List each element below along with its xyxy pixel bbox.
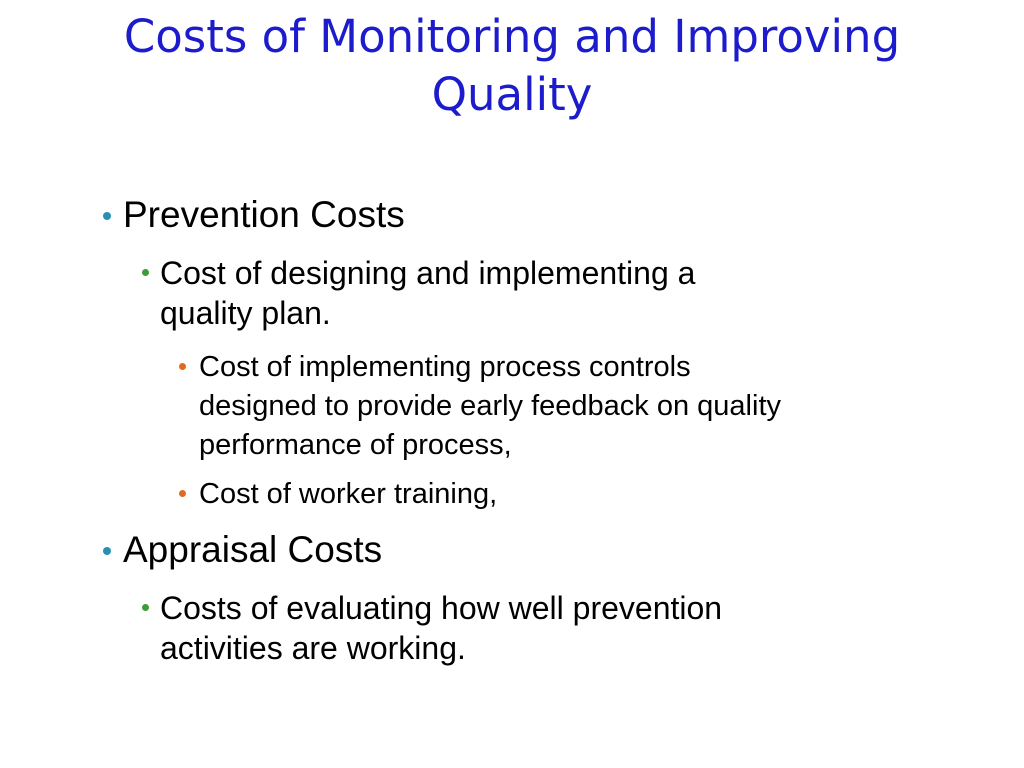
bullet-text-line: performance of process, <box>199 429 512 461</box>
bullet-dot-icon <box>179 490 186 497</box>
bullet-dot-icon <box>179 363 186 370</box>
slide-title-line: Quality <box>431 68 593 121</box>
bullet-text-line: Costs of evaluating how well prevention <box>160 590 723 626</box>
bullet-text-line: designed to provide early feedback on quality <box>199 390 781 422</box>
bullet-text: Prevention Costs <box>123 194 405 235</box>
bullet-dot-icon <box>142 604 149 611</box>
slide-title-line: Costs of Monitoring and Improving <box>123 10 901 63</box>
bullet-text-line: Cost of implementing process controls <box>199 351 691 383</box>
bullet-item-evaluating-prevention <box>160 588 722 668</box>
bullet-text-line: quality plan. <box>160 295 331 331</box>
bullet-text: Appraisal Costs <box>123 529 383 570</box>
bullet-item-process-controls <box>199 348 781 465</box>
bullet-item-appraisal-costs <box>123 530 382 570</box>
bullet-text-line: Cost of designing and implementing a <box>160 255 696 291</box>
bullet-dot-icon <box>142 269 149 276</box>
bullet-dot-icon <box>103 547 111 555</box>
bullet-item-prevention-costs <box>123 195 405 235</box>
bullet-item-worker-training <box>199 475 497 514</box>
bullet-text-line: Cost of worker training, <box>199 478 498 510</box>
bullet-dot-icon <box>103 212 111 220</box>
bullet-item-quality-plan <box>160 253 695 333</box>
bullet-text-line: activities are working. <box>160 630 466 666</box>
